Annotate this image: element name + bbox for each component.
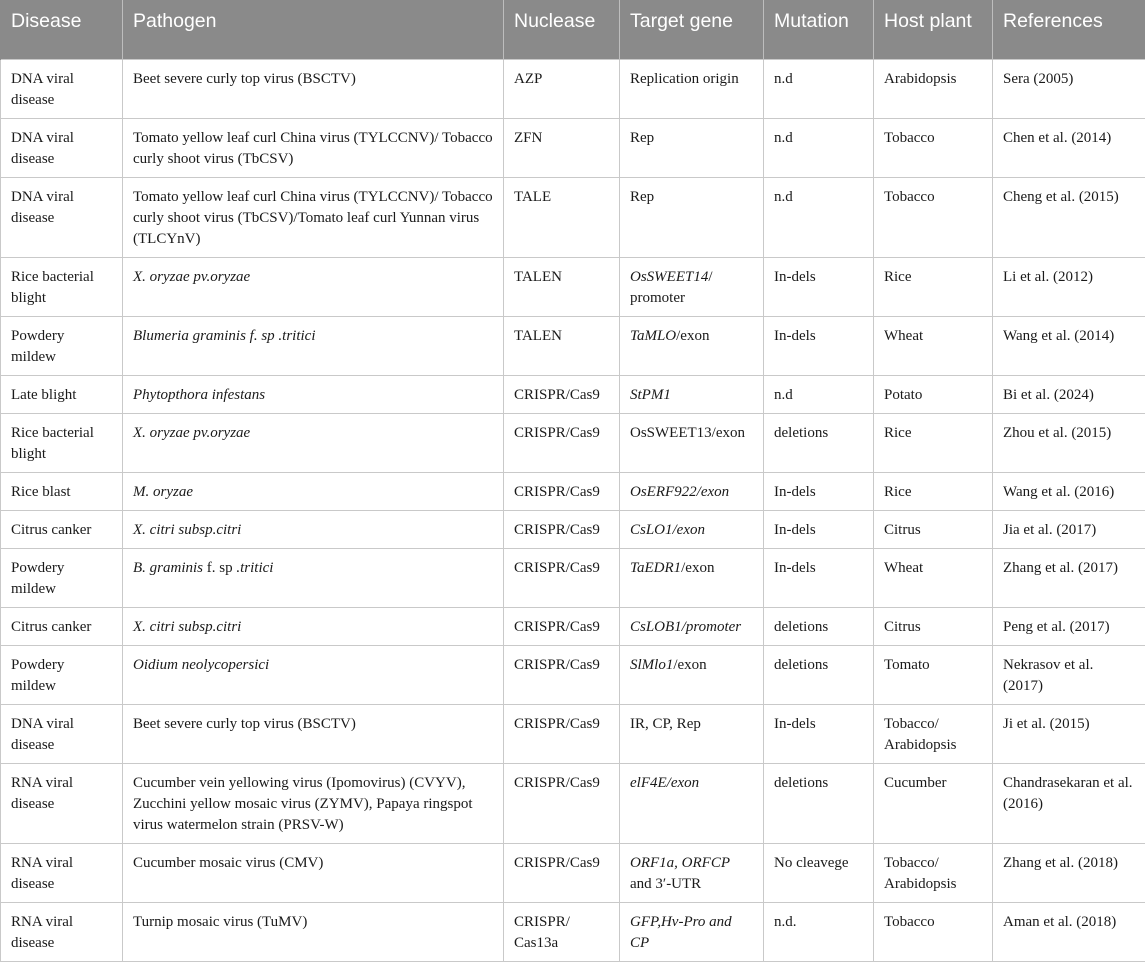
- table-row: [1, 177, 1145, 257]
- cell-target-gene: [620, 257, 764, 316]
- table-row: [1, 704, 1145, 763]
- cell-nuclease: AZP: [504, 59, 620, 118]
- table-row: [1, 472, 1145, 510]
- cell-pathogen: Tomato yellow leaf curl China virus (TYLCCNV)/ Tobacco curly shoot virus (TbCSV): [123, 118, 504, 177]
- header-host-plant: Host plant: [874, 0, 993, 59]
- cell-nuclease: CRISPR/Cas9: [504, 472, 620, 510]
- cell-mutation: In-dels: [764, 257, 874, 316]
- cell-target-gene: Rep: [620, 118, 764, 177]
- cell-host-plant: Citrus: [874, 510, 993, 548]
- cell-mutation: n.d: [764, 375, 874, 413]
- gene-region: /exon: [673, 656, 707, 673]
- table-row: [1, 316, 1145, 375]
- cell-host-plant: Potato: [874, 375, 993, 413]
- cell-target-gene: StPM1: [620, 375, 764, 413]
- cell-reference: Ji et al. (2015): [993, 704, 1145, 763]
- cell-reference: Chandrasekaran et al. (2016): [993, 763, 1145, 843]
- cell-mutation: n.d: [764, 118, 874, 177]
- cell-host-plant: Arabidopsis: [874, 59, 993, 118]
- cell-target-gene: CsLO1/exon: [620, 510, 764, 548]
- table-row: [1, 413, 1145, 472]
- cell-disease: DNA viral disease: [1, 59, 123, 118]
- cell-disease: Rice bacterial blight: [1, 413, 123, 472]
- cell-target-gene: GFP,Hv-Pro and CP: [620, 902, 764, 961]
- cell-host-plant: Cucumber: [874, 763, 993, 843]
- cell-disease: RNA viral disease: [1, 763, 123, 843]
- header-target-gene: Target gene: [620, 0, 764, 59]
- table-row: [1, 548, 1145, 607]
- cell-reference: Chen et al. (2014): [993, 118, 1145, 177]
- cell-target-gene: IR, CP, Rep: [620, 704, 764, 763]
- cell-pathogen: Tomato yellow leaf curl China virus (TYLCCNV)/ Tobacco curly shoot virus (TbCSV)/Tomato leaf curl Yunnan virus (TLCYnV): [123, 177, 504, 257]
- table-row: [1, 118, 1145, 177]
- cell-mutation: deletions: [764, 645, 874, 704]
- table-row: [1, 607, 1145, 645]
- cell-nuclease: CRISPR/Cas9: [504, 548, 620, 607]
- cell-nuclease: CRISPR/Cas9: [504, 510, 620, 548]
- cell-disease: RNA viral disease: [1, 843, 123, 902]
- cell-disease: DNA viral disease: [1, 118, 123, 177]
- cell-host-plant: Tobacco: [874, 902, 993, 961]
- cell-reference: Aman et al. (2018): [993, 902, 1145, 961]
- cell-disease: Powdery mildew: [1, 645, 123, 704]
- cell-reference: Wang et al. (2014): [993, 316, 1145, 375]
- cell-target-gene: [620, 843, 764, 902]
- cell-nuclease: CRISPR/Cas9: [504, 413, 620, 472]
- cell-mutation: deletions: [764, 763, 874, 843]
- table-row: [1, 763, 1145, 843]
- cell-disease: Citrus canker: [1, 510, 123, 548]
- cell-host-plant: Rice: [874, 413, 993, 472]
- cell-pathogen: Turnip mosaic virus (TuMV): [123, 902, 504, 961]
- cell-pathogen: Phytopthora infestans: [123, 375, 504, 413]
- cell-target-gene: elF4E/exon: [620, 763, 764, 843]
- cell-disease: Powdery mildew: [1, 548, 123, 607]
- cell-pathogen: Cucumber mosaic virus (CMV): [123, 843, 504, 902]
- gene-name: OsSWEET14: [630, 268, 709, 285]
- cell-host-plant: Citrus: [874, 607, 993, 645]
- cell-host-plant: Tomato: [874, 645, 993, 704]
- cell-disease: Citrus canker: [1, 607, 123, 645]
- gene-name: SlMlo1: [630, 656, 674, 673]
- cell-pathogen: X. citri subsp.citri: [123, 510, 504, 548]
- cell-disease: Rice blast: [1, 472, 123, 510]
- cell-nuclease: TALEN: [504, 316, 620, 375]
- cell-disease: Powdery mildew: [1, 316, 123, 375]
- cell-target-gene: [620, 645, 764, 704]
- gene-region: and 3′-UTR: [630, 875, 702, 892]
- gene-region: /exon: [676, 327, 710, 344]
- cell-disease: DNA viral disease: [1, 704, 123, 763]
- cell-pathogen: M. oryzae: [123, 472, 504, 510]
- cell-target-gene: OsSWEET13/exon: [620, 413, 764, 472]
- cell-nuclease: CRISPR/Cas9: [504, 704, 620, 763]
- cell-reference: Bi et al. (2024): [993, 375, 1145, 413]
- header-disease: Disease: [1, 0, 123, 59]
- cell-target-gene: Replication origin: [620, 59, 764, 118]
- cell-host-plant: Tobacco: [874, 118, 993, 177]
- cell-pathogen: Beet severe curly top virus (BSCTV): [123, 704, 504, 763]
- cell-target-gene: [620, 548, 764, 607]
- cell-target-gene: CsLOB1/promoter: [620, 607, 764, 645]
- cell-target-gene: Rep: [620, 177, 764, 257]
- cell-mutation: In-dels: [764, 548, 874, 607]
- header-pathogen: Pathogen: [123, 0, 504, 59]
- cell-pathogen: X. citri subsp.citri: [123, 607, 504, 645]
- cell-target-gene: [620, 316, 764, 375]
- cell-nuclease: CRISPR/Cas9: [504, 843, 620, 902]
- cell-target-gene: OsERF922/exon: [620, 472, 764, 510]
- cell-mutation: In-dels: [764, 704, 874, 763]
- table-row: [1, 902, 1145, 961]
- cell-disease: RNA viral disease: [1, 902, 123, 961]
- cell-pathogen: Beet severe curly top virus (BSCTV): [123, 59, 504, 118]
- table-row: [1, 257, 1145, 316]
- cell-mutation: n.d.: [764, 902, 874, 961]
- cell-disease: DNA viral disease: [1, 177, 123, 257]
- cell-reference: Zhou et al. (2015): [993, 413, 1145, 472]
- cell-pathogen: X. oryzae pv.oryzae: [123, 257, 504, 316]
- cell-host-plant: Wheat: [874, 548, 993, 607]
- table-row: [1, 510, 1145, 548]
- cell-reference: Peng et al. (2017): [993, 607, 1145, 645]
- cell-nuclease: CRISPR/Cas9: [504, 607, 620, 645]
- cell-nuclease: CRISPR/Cas9: [504, 375, 620, 413]
- gene-region: / promoter: [630, 268, 713, 306]
- cell-nuclease: TALEN: [504, 257, 620, 316]
- gene-name: TaEDR1: [630, 559, 682, 576]
- cell-mutation: n.d: [764, 59, 874, 118]
- cell-host-plant: Wheat: [874, 316, 993, 375]
- cell-reference: Wang et al. (2016): [993, 472, 1145, 510]
- pathogen-genus: B. graminis: [133, 559, 204, 576]
- cell-reference: Zhang et al. (2017): [993, 548, 1145, 607]
- table-row: [1, 59, 1145, 118]
- cell-mutation: deletions: [764, 607, 874, 645]
- cell-host-plant: Tobacco: [874, 177, 993, 257]
- cell-mutation: n.d: [764, 177, 874, 257]
- table-row: [1, 375, 1145, 413]
- gene-name: TaMLO: [630, 327, 677, 344]
- cell-reference: Sera (2005): [993, 59, 1145, 118]
- header-nuclease: Nuclease: [504, 0, 620, 59]
- cell-nuclease: TALE: [504, 177, 620, 257]
- cell-reference: Nekrasov et al. (2017): [993, 645, 1145, 704]
- cell-nuclease: CRISPR/Cas9: [504, 645, 620, 704]
- header-mutation: Mutation: [764, 0, 874, 59]
- gene-region: /exon: [681, 559, 715, 576]
- table-row: [1, 645, 1145, 704]
- cell-nuclease: ZFN: [504, 118, 620, 177]
- cell-mutation: deletions: [764, 413, 874, 472]
- cell-pathogen: [123, 548, 504, 607]
- cell-mutation: In-dels: [764, 316, 874, 375]
- cell-host-plant: Rice: [874, 257, 993, 316]
- cell-mutation: No cleavege: [764, 843, 874, 902]
- cell-mutation: In-dels: [764, 472, 874, 510]
- cell-pathogen: Cucumber vein yellowing virus (Ipomovirus) (CVYV), Zucchini yellow mosaic virus (ZYMV), Papaya ringspot virus watermelon strain (PRSV-W): [123, 763, 504, 843]
- gene-name: ORF1a, ORFCP: [630, 854, 730, 871]
- cell-pathogen: Oidium neolycopersici: [123, 645, 504, 704]
- cell-nuclease: CRISPR/ Cas13a: [504, 902, 620, 961]
- cell-host-plant: Rice: [874, 472, 993, 510]
- pathogen-forma: f. sp: [203, 559, 237, 576]
- cell-reference: Jia et al. (2017): [993, 510, 1145, 548]
- cell-disease: Late blight: [1, 375, 123, 413]
- cell-reference: Li et al. (2012): [993, 257, 1145, 316]
- table-row: [1, 843, 1145, 902]
- header-references: References: [993, 0, 1145, 59]
- cell-pathogen: X. oryzae pv.oryzae: [123, 413, 504, 472]
- cell-host-plant: Tobacco/ Arabidopsis: [874, 704, 993, 763]
- cell-pathogen: Blumeria graminis f. sp .tritici: [123, 316, 504, 375]
- cell-reference: Zhang et al. (2018): [993, 843, 1145, 902]
- header-row: [1, 0, 1145, 59]
- cell-disease: Rice bacterial blight: [1, 257, 123, 316]
- cell-host-plant: Tobacco/ Arabidopsis: [874, 843, 993, 902]
- cell-nuclease: CRISPR/Cas9: [504, 763, 620, 843]
- pathogen-species: .tritici: [236, 559, 274, 576]
- cell-mutation: In-dels: [764, 510, 874, 548]
- cell-reference: Cheng et al. (2015): [993, 177, 1145, 257]
